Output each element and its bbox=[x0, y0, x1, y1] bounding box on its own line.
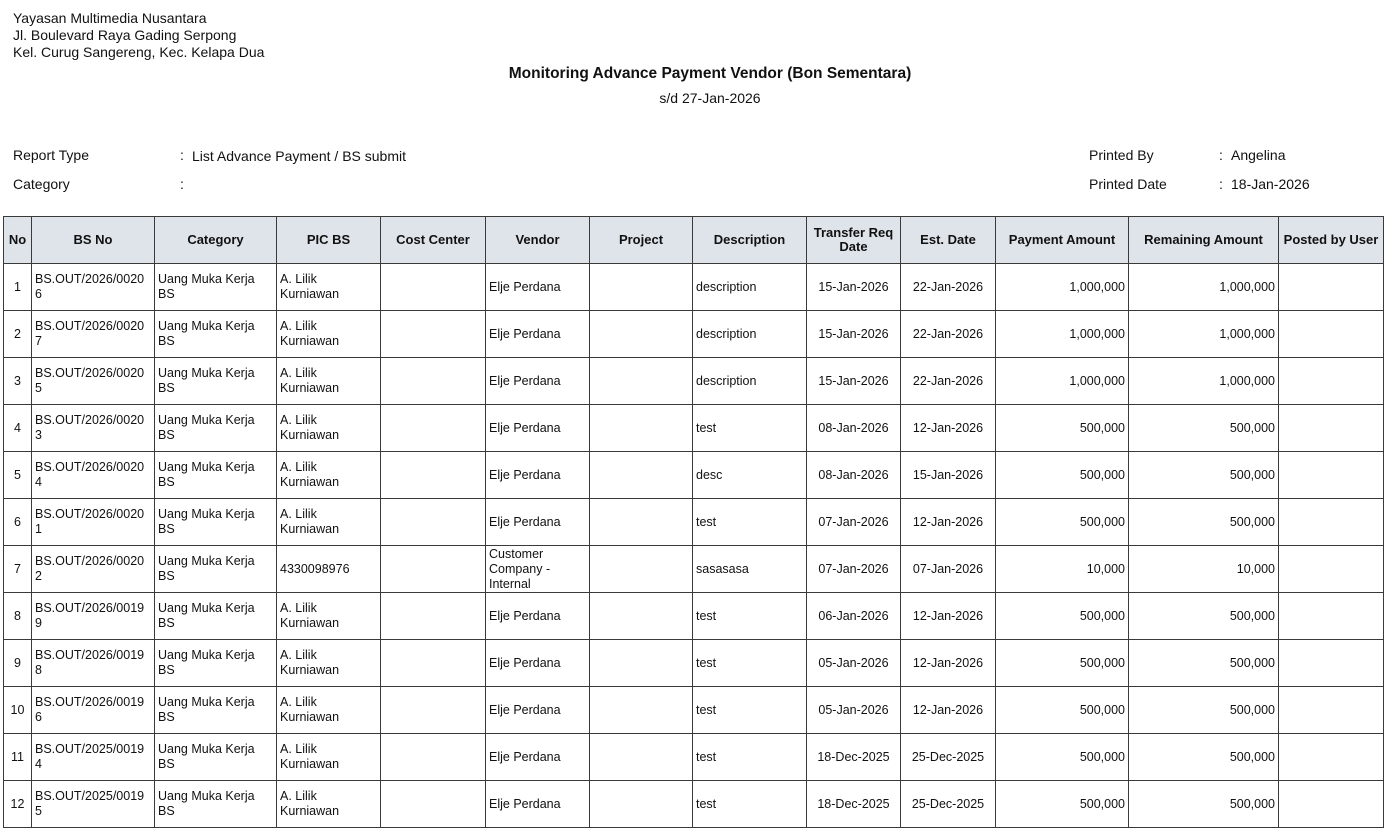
cell-description: test bbox=[693, 687, 807, 734]
cell-no: 4 bbox=[4, 405, 32, 452]
cell-bs-no: BS.OUT/2026/00207 bbox=[32, 311, 155, 358]
cell-posted-by-user bbox=[1279, 499, 1384, 546]
cell-bs-no: BS.OUT/2026/00199 bbox=[32, 593, 155, 640]
cell-vendor: Elje Perdana bbox=[486, 640, 590, 687]
cell-vendor: Elje Perdana bbox=[486, 734, 590, 781]
header-posted-by-user: Posted by User bbox=[1279, 217, 1384, 264]
cell-transfer-req-date: 07-Jan-2026 bbox=[807, 546, 901, 593]
header-vendor: Vendor bbox=[486, 217, 590, 264]
printed-by-value: Angelina bbox=[1231, 147, 1286, 163]
cell-est-date: 22-Jan-2026 bbox=[901, 311, 996, 358]
cell-posted-by-user bbox=[1279, 358, 1384, 405]
category-label: Category bbox=[13, 176, 70, 192]
report-type-label: Report Type bbox=[13, 147, 90, 163]
cell-est-date: 12-Jan-2026 bbox=[901, 687, 996, 734]
table-row bbox=[4, 640, 1384, 687]
cell-project bbox=[590, 452, 693, 499]
table-row bbox=[4, 452, 1384, 499]
cell-pic-bs: A. Lilik Kurniawan bbox=[277, 358, 381, 405]
report-subtitle: s/d 27-Jan-2026 bbox=[659, 90, 761, 106]
cell-category: Uang Muka Kerja BS bbox=[155, 734, 277, 781]
cell-pic-bs: A. Lilik Kurniawan bbox=[277, 640, 381, 687]
cell-category: Uang Muka Kerja BS bbox=[155, 311, 277, 358]
cell-remaining-amount: 500,000 bbox=[1129, 734, 1279, 781]
cell-est-date: 12-Jan-2026 bbox=[901, 405, 996, 452]
cell-bs-no: BS.OUT/2026/00206 bbox=[32, 264, 155, 311]
cell-posted-by-user bbox=[1279, 311, 1384, 358]
cell-payment-amount: 500,000 bbox=[996, 593, 1129, 640]
cell-pic-bs: 4330098976 bbox=[277, 546, 381, 593]
cell-vendor: Elje Perdana bbox=[486, 499, 590, 546]
header-description: Description bbox=[693, 217, 807, 264]
cell-project bbox=[590, 405, 693, 452]
cell-bs-no: BS.OUT/2026/00198 bbox=[32, 640, 155, 687]
report-type-value: List Advance Payment / BS submit bbox=[192, 148, 406, 164]
cell-transfer-req-date: 07-Jan-2026 bbox=[807, 499, 901, 546]
cell-posted-by-user bbox=[1279, 687, 1384, 734]
header-category: Category bbox=[155, 217, 277, 264]
printed-by-label: Printed By bbox=[1089, 147, 1154, 163]
cell-pic-bs: A. Lilik Kurniawan bbox=[277, 264, 381, 311]
org-address-line2: Kel. Curug Sangereng, Kec. Kelapa Dua bbox=[13, 44, 265, 60]
cell-description: description bbox=[693, 264, 807, 311]
cell-payment-amount: 500,000 bbox=[996, 734, 1129, 781]
cell-vendor: Elje Perdana bbox=[486, 687, 590, 734]
cell-est-date: 12-Jan-2026 bbox=[901, 499, 996, 546]
cell-no: 3 bbox=[4, 358, 32, 405]
cell-est-date: 22-Jan-2026 bbox=[901, 358, 996, 405]
cell-remaining-amount: 500,000 bbox=[1129, 499, 1279, 546]
cell-remaining-amount: 500,000 bbox=[1129, 452, 1279, 499]
cell-posted-by-user bbox=[1279, 452, 1384, 499]
cell-category: Uang Muka Kerja BS bbox=[155, 546, 277, 593]
cell-remaining-amount: 10,000 bbox=[1129, 546, 1279, 593]
cell-project bbox=[590, 640, 693, 687]
cell-description: test bbox=[693, 640, 807, 687]
header-pic-bs: PIC BS bbox=[277, 217, 381, 264]
printed-date-label: Printed Date bbox=[1089, 176, 1167, 192]
cell-posted-by-user bbox=[1279, 781, 1384, 828]
cell-transfer-req-date: 05-Jan-2026 bbox=[807, 687, 901, 734]
cell-est-date: 12-Jan-2026 bbox=[901, 640, 996, 687]
cell-cost-center bbox=[381, 264, 486, 311]
org-address-line1: Jl. Boulevard Raya Gading Serpong bbox=[13, 27, 237, 43]
cell-vendor: Elje Perdana bbox=[486, 264, 590, 311]
cell-no: 5 bbox=[4, 452, 32, 499]
cell-posted-by-user bbox=[1279, 640, 1384, 687]
cell-description: description bbox=[693, 358, 807, 405]
cell-description: description bbox=[693, 311, 807, 358]
cell-remaining-amount: 500,000 bbox=[1129, 405, 1279, 452]
table-row bbox=[4, 781, 1384, 828]
cell-project bbox=[590, 499, 693, 546]
cell-project bbox=[590, 358, 693, 405]
cell-pic-bs: A. Lilik Kurniawan bbox=[277, 593, 381, 640]
cell-bs-no: BS.OUT/2025/00195 bbox=[32, 781, 155, 828]
cell-bs-no: BS.OUT/2026/00205 bbox=[32, 358, 155, 405]
table-row bbox=[4, 311, 1384, 358]
org-name: Yayasan Multimedia Nusantara bbox=[13, 10, 207, 26]
header-est-date: Est. Date bbox=[901, 217, 996, 264]
cell-est-date: 25-Dec-2025 bbox=[901, 781, 996, 828]
cell-transfer-req-date: 05-Jan-2026 bbox=[807, 640, 901, 687]
cell-description: sasasasa bbox=[693, 546, 807, 593]
cell-description: test bbox=[693, 405, 807, 452]
cell-posted-by-user bbox=[1279, 264, 1384, 311]
cell-category: Uang Muka Kerja BS bbox=[155, 687, 277, 734]
cell-no: 2 bbox=[4, 311, 32, 358]
cell-est-date: 22-Jan-2026 bbox=[901, 264, 996, 311]
cell-project bbox=[590, 546, 693, 593]
cell-no: 12 bbox=[4, 781, 32, 828]
cell-cost-center bbox=[381, 781, 486, 828]
cell-no: 10 bbox=[4, 687, 32, 734]
cell-category: Uang Muka Kerja BS bbox=[155, 593, 277, 640]
cell-est-date: 07-Jan-2026 bbox=[901, 546, 996, 593]
header-bs-no: BS No bbox=[32, 217, 155, 264]
cell-transfer-req-date: 15-Jan-2026 bbox=[807, 311, 901, 358]
cell-category: Uang Muka Kerja BS bbox=[155, 499, 277, 546]
cell-cost-center bbox=[381, 405, 486, 452]
cell-no: 7 bbox=[4, 546, 32, 593]
cell-pic-bs: A. Lilik Kurniawan bbox=[277, 452, 381, 499]
table-row bbox=[4, 405, 1384, 452]
cell-remaining-amount: 1,000,000 bbox=[1129, 311, 1279, 358]
cell-project bbox=[590, 687, 693, 734]
cell-remaining-amount: 500,000 bbox=[1129, 593, 1279, 640]
cell-cost-center bbox=[381, 734, 486, 781]
printed-by-separator: : bbox=[1219, 147, 1223, 163]
cell-remaining-amount: 500,000 bbox=[1129, 687, 1279, 734]
header-cost-center: Cost Center bbox=[381, 217, 486, 264]
cell-pic-bs: A. Lilik Kurniawan bbox=[277, 499, 381, 546]
cell-description: test bbox=[693, 781, 807, 828]
table-header-row bbox=[4, 217, 1384, 264]
cell-cost-center bbox=[381, 546, 486, 593]
table-row bbox=[4, 734, 1384, 781]
cell-project bbox=[590, 264, 693, 311]
table-row bbox=[4, 687, 1384, 734]
organization-header bbox=[13, 10, 264, 61]
header-transfer-req-date: Transfer Req Date bbox=[807, 217, 901, 264]
cell-no: 11 bbox=[4, 734, 32, 781]
cell-payment-amount: 1,000,000 bbox=[996, 311, 1129, 358]
cell-payment-amount: 500,000 bbox=[996, 499, 1129, 546]
cell-cost-center bbox=[381, 687, 486, 734]
cell-cost-center bbox=[381, 640, 486, 687]
cell-bs-no: BS.OUT/2026/00201 bbox=[32, 499, 155, 546]
cell-category: Uang Muka Kerja BS bbox=[155, 452, 277, 499]
cell-payment-amount: 500,000 bbox=[996, 640, 1129, 687]
cell-vendor: Customer Company - Internal bbox=[486, 546, 590, 593]
cell-description: desc bbox=[693, 452, 807, 499]
cell-est-date: 25-Dec-2025 bbox=[901, 734, 996, 781]
header-no: No bbox=[4, 217, 32, 264]
table-row bbox=[4, 264, 1384, 311]
cell-pic-bs: A. Lilik Kurniawan bbox=[277, 687, 381, 734]
cell-posted-by-user bbox=[1279, 593, 1384, 640]
header-remaining-amount: Remaining Amount bbox=[1129, 217, 1279, 264]
cell-no: 1 bbox=[4, 264, 32, 311]
cell-transfer-req-date: 08-Jan-2026 bbox=[807, 452, 901, 499]
cell-project bbox=[590, 311, 693, 358]
cell-pic-bs: A. Lilik Kurniawan bbox=[277, 405, 381, 452]
cell-pic-bs: A. Lilik Kurniawan bbox=[277, 734, 381, 781]
cell-transfer-req-date: 18-Dec-2025 bbox=[807, 734, 901, 781]
cell-vendor: Elje Perdana bbox=[486, 358, 590, 405]
table-row bbox=[4, 546, 1384, 593]
cell-category: Uang Muka Kerja BS bbox=[155, 781, 277, 828]
cell-cost-center bbox=[381, 311, 486, 358]
cell-vendor: Elje Perdana bbox=[486, 593, 590, 640]
header-payment-amount: Payment Amount bbox=[996, 217, 1129, 264]
cell-no: 8 bbox=[4, 593, 32, 640]
cell-posted-by-user bbox=[1279, 546, 1384, 593]
cell-transfer-req-date: 08-Jan-2026 bbox=[807, 405, 901, 452]
cell-cost-center bbox=[381, 452, 486, 499]
cell-project bbox=[590, 781, 693, 828]
table-row bbox=[4, 593, 1384, 640]
cell-est-date: 15-Jan-2026 bbox=[901, 452, 996, 499]
cell-no: 6 bbox=[4, 499, 32, 546]
cell-transfer-req-date: 15-Jan-2026 bbox=[807, 358, 901, 405]
cell-payment-amount: 500,000 bbox=[996, 781, 1129, 828]
cell-bs-no: BS.OUT/2026/00196 bbox=[32, 687, 155, 734]
category-separator: : bbox=[180, 176, 184, 192]
cell-bs-no: BS.OUT/2026/00204 bbox=[32, 452, 155, 499]
cell-payment-amount: 1,000,000 bbox=[996, 358, 1129, 405]
cell-transfer-req-date: 06-Jan-2026 bbox=[807, 593, 901, 640]
cell-transfer-req-date: 18-Dec-2025 bbox=[807, 781, 901, 828]
cell-remaining-amount: 500,000 bbox=[1129, 640, 1279, 687]
cell-est-date: 12-Jan-2026 bbox=[901, 593, 996, 640]
table-body bbox=[4, 264, 1384, 828]
cell-description: test bbox=[693, 734, 807, 781]
printed-date-separator: : bbox=[1219, 176, 1223, 192]
cell-description: test bbox=[693, 499, 807, 546]
cell-payment-amount: 500,000 bbox=[996, 687, 1129, 734]
advance-payment-table bbox=[3, 216, 1384, 828]
cell-vendor: Elje Perdana bbox=[486, 405, 590, 452]
cell-payment-amount: 10,000 bbox=[996, 546, 1129, 593]
cell-payment-amount: 1,000,000 bbox=[996, 264, 1129, 311]
cell-category: Uang Muka Kerja BS bbox=[155, 405, 277, 452]
cell-posted-by-user bbox=[1279, 734, 1384, 781]
cell-project bbox=[590, 593, 693, 640]
cell-cost-center bbox=[381, 358, 486, 405]
table-row bbox=[4, 499, 1384, 546]
cell-payment-amount: 500,000 bbox=[996, 452, 1129, 499]
cell-posted-by-user bbox=[1279, 405, 1384, 452]
cell-category: Uang Muka Kerja BS bbox=[155, 640, 277, 687]
cell-vendor: Elje Perdana bbox=[486, 311, 590, 358]
cell-category: Uang Muka Kerja BS bbox=[155, 264, 277, 311]
table-row bbox=[4, 358, 1384, 405]
cell-remaining-amount: 500,000 bbox=[1129, 781, 1279, 828]
cell-bs-no: BS.OUT/2026/00202 bbox=[32, 546, 155, 593]
cell-pic-bs: A. Lilik Kurniawan bbox=[277, 781, 381, 828]
cell-pic-bs: A. Lilik Kurniawan bbox=[277, 311, 381, 358]
cell-transfer-req-date: 15-Jan-2026 bbox=[807, 264, 901, 311]
cell-remaining-amount: 1,000,000 bbox=[1129, 358, 1279, 405]
header-project: Project bbox=[590, 217, 693, 264]
cell-no: 9 bbox=[4, 640, 32, 687]
cell-bs-no: BS.OUT/2026/00203 bbox=[32, 405, 155, 452]
cell-cost-center bbox=[381, 499, 486, 546]
printed-date-value: 18-Jan-2026 bbox=[1231, 176, 1310, 192]
cell-remaining-amount: 1,000,000 bbox=[1129, 264, 1279, 311]
cell-bs-no: BS.OUT/2025/00194 bbox=[32, 734, 155, 781]
cell-payment-amount: 500,000 bbox=[996, 405, 1129, 452]
cell-project bbox=[590, 734, 693, 781]
cell-description: test bbox=[693, 593, 807, 640]
report-title: Monitoring Advance Payment Vendor (Bon Sementara) bbox=[508, 65, 912, 82]
report-type-separator: : bbox=[180, 147, 184, 163]
cell-vendor: Elje Perdana bbox=[486, 781, 590, 828]
cell-vendor: Elje Perdana bbox=[486, 452, 590, 499]
cell-cost-center bbox=[381, 593, 486, 640]
cell-category: Uang Muka Kerja BS bbox=[155, 358, 277, 405]
